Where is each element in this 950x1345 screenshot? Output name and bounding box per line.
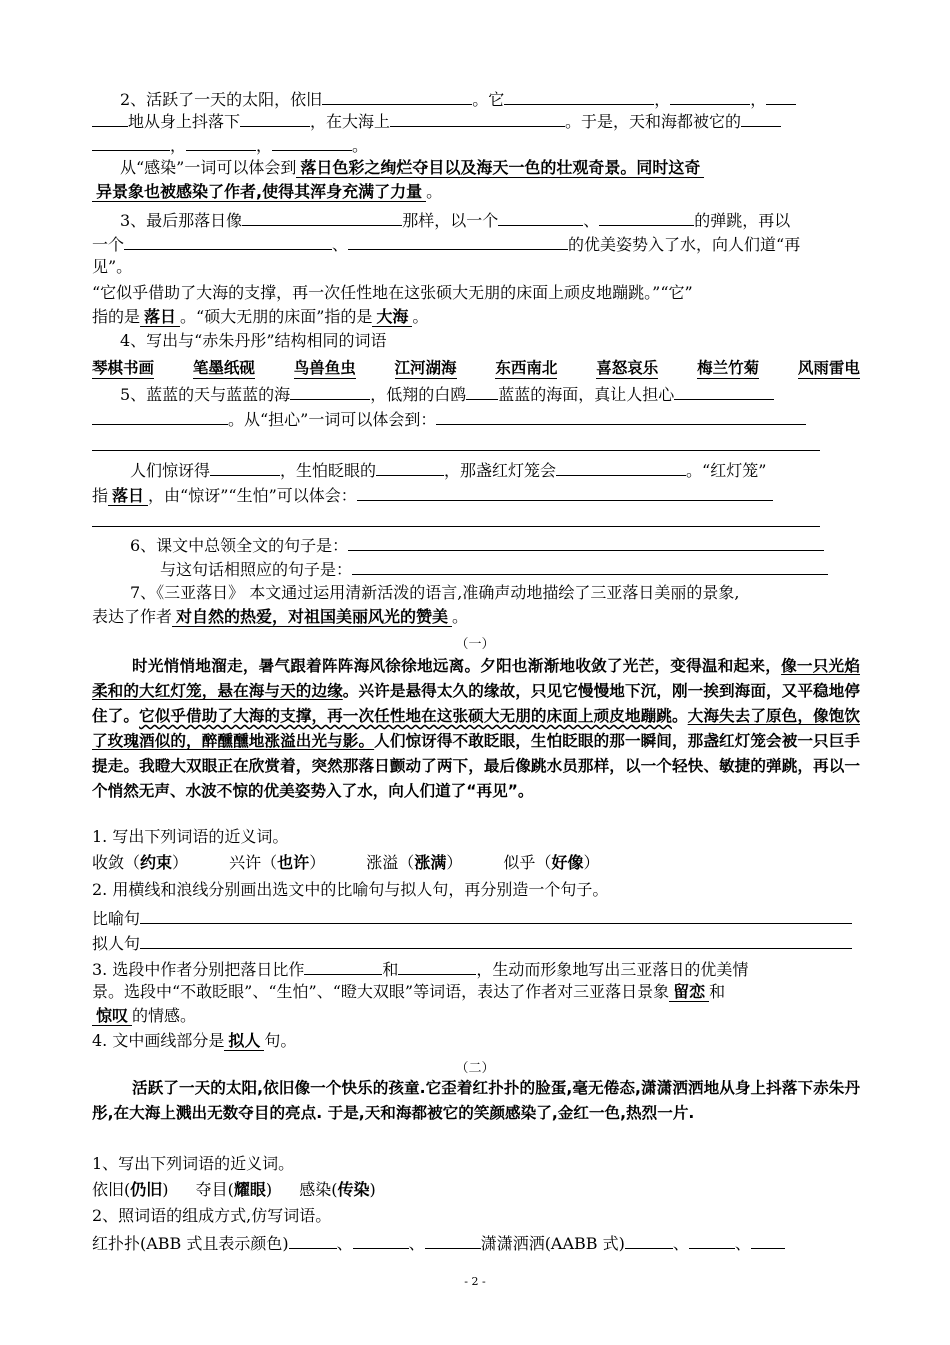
s1-synonyms: 收敛（约束） 兴许（也许） 涨溢（涨满） 似乎（好像） (92, 853, 600, 872)
q4-word: 江河湖海 (395, 356, 457, 379)
section-1-title: （一） (455, 637, 495, 652)
q6-line-1: 6、课文中总领全文的句子是： (130, 534, 824, 556)
section-2-passage: 活跃了一天的太阳,依旧像一个快乐的孩童.它歪着红扑扑的脸蛋,毫无倦态,潇潇洒洒地从身上抖落下赤朱丹彤,在大海上溅出无数夺目的亮点. 于是,天和海都被它的笑颜感染了,金红一色,热烈一片. (92, 1079, 860, 1122)
q3-line-1: 3、最后那落日像 那样，以一个 、 的弹跳，再以 (120, 211, 791, 230)
q6-line-2: 与这句话相照应的句子是： (160, 558, 828, 580)
q5-amazed-line: 人们惊讶得 ，生怕眨眼的 ，那盏红灯笼会 。“红灯笼” (130, 461, 767, 480)
s1-q1: 1. 写出下列词语的近义词。 (92, 827, 289, 846)
underlined-sentence: 大海失去了原色，像饱饮了玫瑰酒似的，醉醺醺地涨溢出光与影。 (92, 707, 860, 750)
q4-word: 风雨雷电 (798, 356, 860, 379)
q4-word: 鸟兽鱼虫 (294, 356, 356, 379)
s1-q4-answer: 拟人 (224, 1031, 264, 1051)
s1-q2: 2. 用横线和浪线分别画出选文中的比喻句与拟人句，再分别造一个句子。 (92, 880, 609, 899)
q5-line-2: 。从“担心”一词可以体会到： (92, 408, 806, 430)
section-1-passage: 时光悄悄地溜走，暑气跟着阵阵海风徐徐地远离。夕阳也渐渐地收敛了光芒，变得温和起来，像一只光焰柔和的大红灯笼，悬在海与天的边缘。兴许是悬得太久的缘故，只见它慢慢地下沉，刚一挨到海面，又平稳地停住了。它似乎借助了大海的支撑，再一次任性地在这张硕大无朋的床面上顽皮地蹦跳。大海失去了原色，像饱饮了玫瑰酒似的，醉醺醺地涨溢出光与影。人们惊讶得不敢眨眼，生怕眨眼的那一瞬间，那盏红灯笼会被一只巨手提走。我瞪大双眼正在欣赏着，突然那落日颤动了两下，最后像跳水员那样，以一个轻快、敏捷的弹跳，再以一个悄然无声、水波不惊的优美姿势入了水，向人们道了“再见”。 (92, 657, 860, 800)
q4-question: 4、写出与“赤朱丹彤”结构相同的词语 (120, 331, 387, 350)
s2-synonyms: 依旧(仍旧) 夺目(耀眼) 感染(传染) (92, 1180, 376, 1199)
q4-word: 梅兰竹菊 (697, 356, 759, 379)
q4-word: 东西南北 (495, 356, 557, 379)
q7-line-2: 表达了作者 对自然的热爱，对祖国美丽风光的赞美 。 (92, 607, 469, 626)
s2-q2: 2、照词语的组成方式,仿写词语。 (92, 1206, 332, 1225)
q2-infect-line-2: 异景象也被感染了作者,使得其浑身充满了力量 。 (92, 182, 442, 202)
s1-personify-line: 拟人句 (92, 932, 852, 954)
q7-line-1: 7、《三亚落日》 本文通过运用清新活泼的语言,准确声动地描绘了三亚落日美丽的景象, (130, 583, 740, 602)
section-2-title: （二） (455, 1061, 495, 1076)
s2-q1: 1、写出下列词语的近义词。 (92, 1154, 295, 1173)
q2-infect-line: 从“感染”一词可以体会到 落日色彩之绚烂夺目以及海天一色的壮观奇景。同时这奇 (120, 158, 704, 178)
q3-refer-answer-1: 落日 (140, 307, 180, 327)
q3-refer-line: 指的是 落日 。“硕大无朋的床面”指的是 大海 。 (92, 307, 429, 326)
personification-sentence: 它似乎借助了大海的支撑，再一次任性地在这张硕大无朋的床面上顽皮地蹦跳 (139, 707, 672, 725)
q4-word: 笔墨纸砚 (193, 356, 255, 379)
simile-sentence: 像一只光焰柔和的大红灯笼，悬在海与天的边缘 (92, 657, 860, 700)
q3-refer-answer-2: 大海 (372, 307, 412, 327)
q7-answer: 对自然的热爱，对祖国美丽风光的赞美 (172, 607, 452, 627)
s1-q3-line-2: 景。选段中“不敢眨眼”、“生怕”、“瞪大双眼”等词语，表达了作者对三亚落日景象 留恋 和 (92, 982, 726, 1001)
q3-line-3: 见”。 (92, 257, 133, 276)
s1-simile-line: 比喻句 (92, 907, 852, 929)
s1-q3-line-1: 3. 选段中作者分别把落日比作 和 ，生动而形象地写出三亚落日的优美情 (92, 960, 749, 979)
s1-q3-answer-2: 惊叹 (92, 1006, 132, 1026)
s1-q4: 4. 文中画线部分是 拟人 句。 (92, 1031, 297, 1050)
q4-word: 喜怒哀乐 (596, 356, 658, 379)
q2-line-1: 2、活跃了一天的太阳，依旧 。它 ， ， (120, 88, 796, 110)
q2-infect-answer-2: 异景象也被感染了作者,使得其浑身充满了力量 (92, 182, 426, 202)
s2-q2-blanks: 红扑扑(ABB 式且表示颜色) 、 、 潇潇洒洒(AABB 式) 、 、 (92, 1232, 785, 1254)
page-number: - 2 - (464, 1275, 486, 1288)
answer-line (92, 526, 820, 527)
q2-line-2: 地从身上抖落下 ，在大海上 。于是，天和海都被它的 (92, 110, 781, 132)
q3-quote: “它似乎借助了大海的支撑，再一次任性地在这张硕大无朋的床面上顽皮地蹦跳。”“它” (92, 283, 693, 302)
s1-q3-answer-1: 留恋 (669, 982, 709, 1002)
q4-answer-words (92, 356, 860, 379)
q4-word: 琴棋书画 (92, 356, 154, 379)
q2-infect-answer-1: 落日色彩之绚烂夺目以及海天一色的壮观奇景。同时这奇 (296, 158, 704, 178)
answer-line (92, 450, 820, 451)
q5-line-1: 5、蓝蓝的天与蓝蓝的海 ，低翔的白鸥 蓝蓝的海面，真让人担心 (120, 383, 774, 405)
q5-refer-answer: 落日 (108, 486, 148, 506)
q3-line-2: 一个 、 的优美姿势入了水，向人们道“再 (92, 235, 801, 254)
s1-q3-line-3: 惊叹 的情感。 (92, 1006, 196, 1026)
q5-refer-line: 指 落日 ，由“惊讶”“生怕”可以体会： (92, 484, 773, 506)
q2-line-3: ， ， 。 (92, 134, 368, 156)
